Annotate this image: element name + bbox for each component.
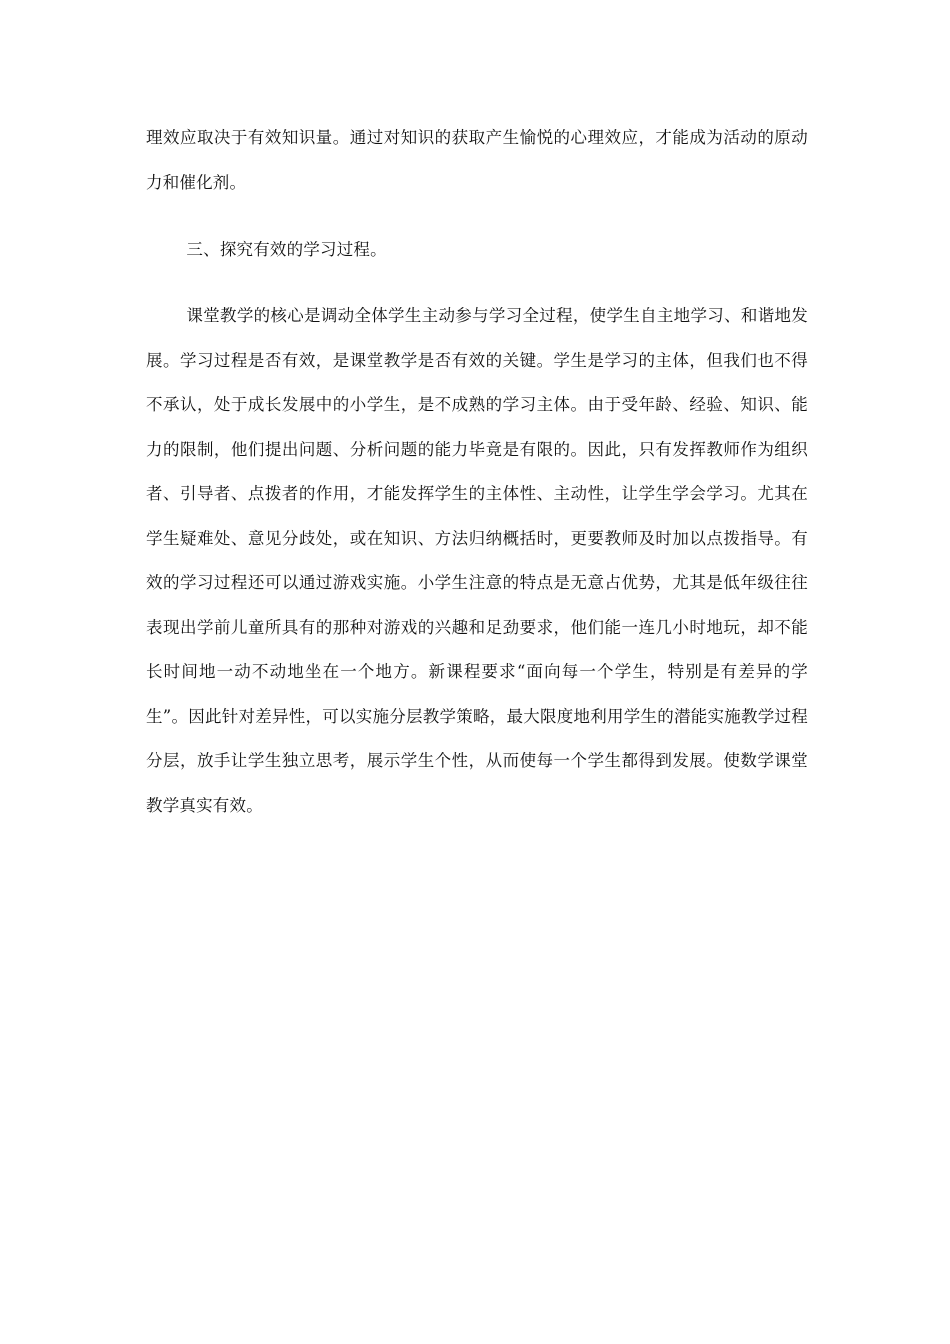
- body-paragraph-text: 课堂教学的核心是调动全体学生主动参与学习全过程，使学生自主地学习、和谐地发展。学习过程是否有效，是课堂教学是否有效的关键。学生是学习的主体，但我们也不得不承认，处于成长发展中的小学生，是不成熟的学习主体。由于受年龄、经验、知识、能力的限制，他们提出问题、分析问题的能力毕竟是有限的。因此，只有发挥教师作为组织者、引导者、点拨者的作用，才能发挥学生的主体性、主动性，让学生学会学习。尤其在学生疑难处、意见分歧处，或在知识、方法归纳概括时，更要教师及时加以点拨指导。有效的学习过程还可以通过游戏实施。小学生注意的特点是无意占优势，尤其是低年级往往表现出学前儿童所具有的那种对游戏的兴趣和足劲要求，他们能一连几小时地玩，却不能长时间地一动不动地坐在一个地方。新课程要求“面向每一个学生，特别是有差异的学生”。因此针对差异性，可以实施分层教学策略，最大限度地利用学生的潜能实施教学过程分层，放手让学生独立思考，展示学生个性，从而使每一个学生都得到发展。使数学课堂教学真实有效。: [146, 306, 808, 815]
- section-heading: [146, 228, 808, 273]
- section-heading-text: 三、探究有效的学习过程。: [186, 240, 387, 259]
- continued-paragraph: [146, 116, 808, 205]
- body-paragraph: [146, 294, 808, 828]
- continued-paragraph-text: 理效应取决于有效知识量。通过对知识的获取产生愉悦的心理效应，才能成为活动的原动力和催化剂。: [146, 128, 808, 192]
